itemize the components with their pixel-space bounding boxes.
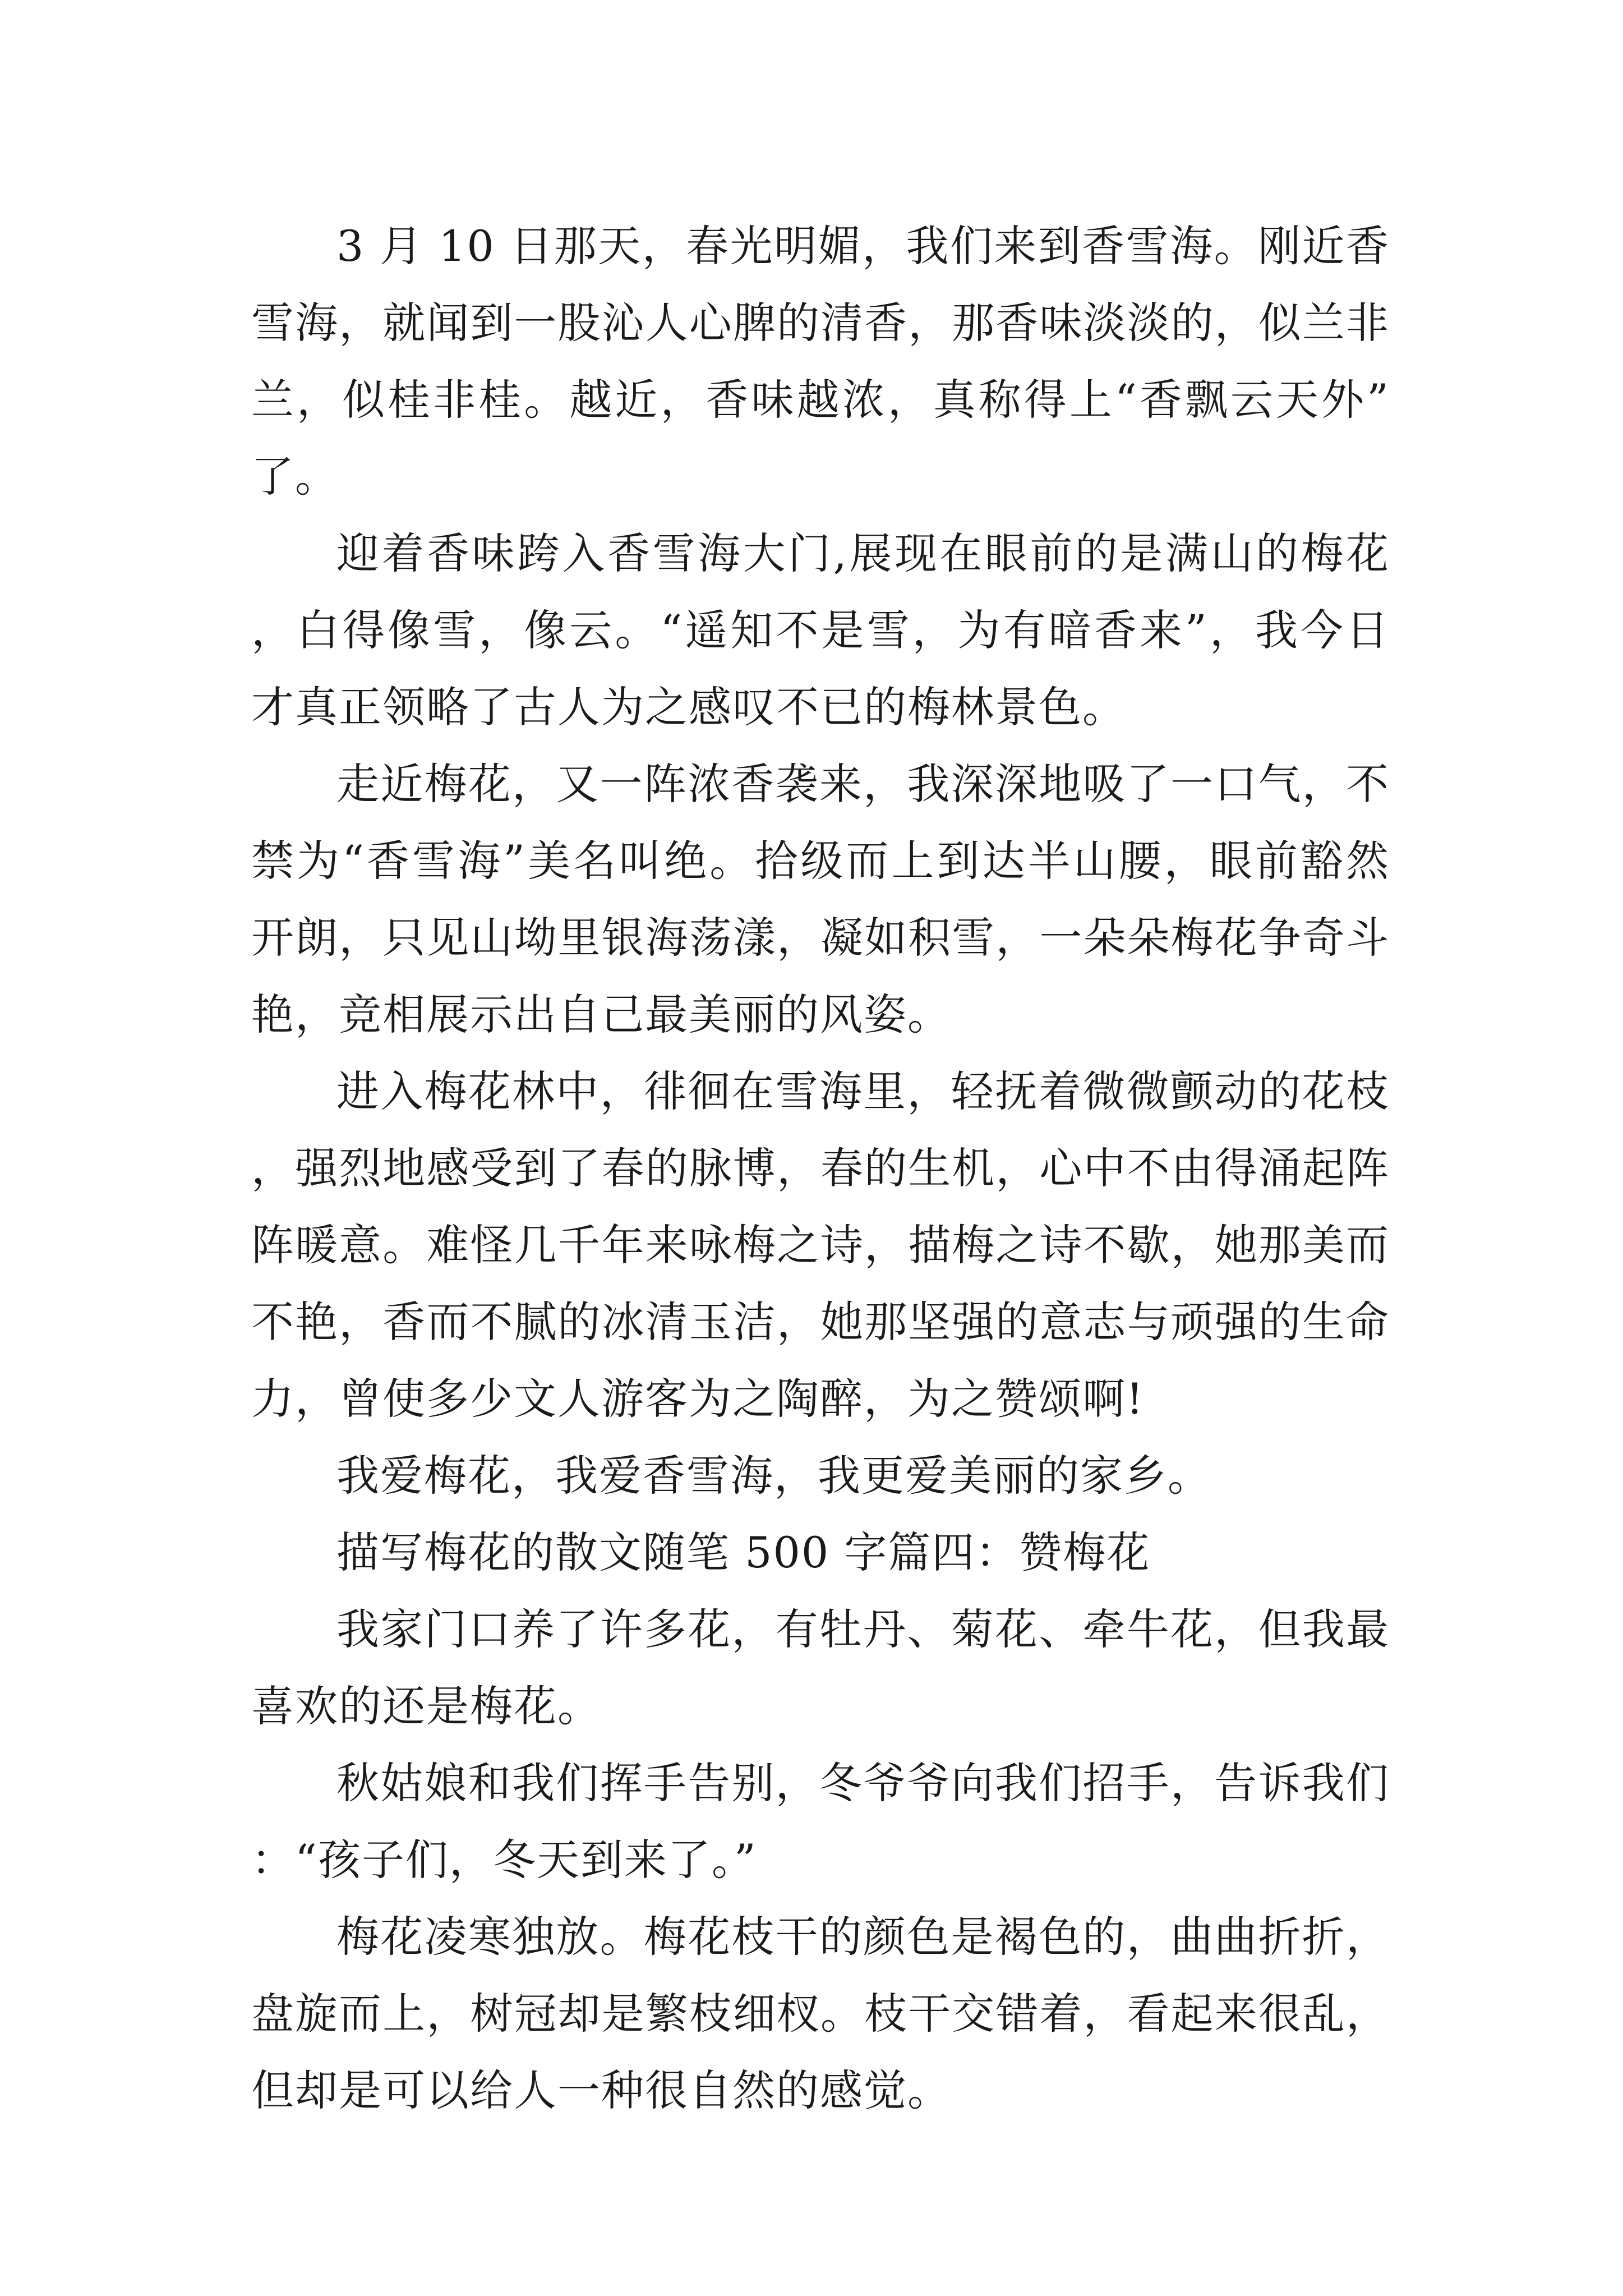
- paragraph: 迎着香味跨入香雪海大门,展现在眼前的是满山的梅花，白得像雪，像云。“遥知不是雪，为有暗香来”，我今日才真正领略了古人为之感叹不已的梅林景色。: [251, 528, 1390, 732]
- paragraph: 秋姑娘和我们挥手告别，冬爷爷向我们招手，告诉我们：“孩子们，冬天到来了。”: [251, 1758, 1390, 1885]
- document-body: [251, 208, 1390, 2129]
- paragraph: 梅花凌寒独放。梅花枝干的颜色是褐色的，曲曲折折，盘旋而上，树冠却是繁枝细杈。枝干交错着，看起来很乱，但却是可以给人一种很自然的感觉。: [251, 1912, 1390, 2115]
- paragraph: 我爱梅花，我爱香雪海，我更爱美丽的家乡。: [336, 1451, 1211, 1501]
- paragraph: 3 月 10 日那天，春光明媚，我们来到香雪海。刚近香雪海，就闻到一股沁人心脾的清香，那香味淡淡的，似兰非兰，似桂非桂。越近，香味越浓，真称得上“香飘云天外”了。: [251, 221, 1390, 501]
- paragraph: 我家门口养了许多花，有牡丹、菊花、牵牛花，但我最喜欢的还是梅花。: [251, 1604, 1390, 1731]
- paragraph: 进入梅花林中，徘徊在雪海里，轻抚着微微颤动的花枝，强烈地感受到了春的脉博，春的生机，心中不由得涌起阵阵暖意。难怪几千年来咏梅之诗，描梅之诗不歇，她那美而不艳，香而不腻的冰清玉洁，她那坚强的意志与顽强的生命力，曾使多少文人游客为之陶醉，为之赞颂啊!: [251, 1066, 1390, 1424]
- section-heading: 描写梅花的散文随笔 500 字篇四：赞梅花: [336, 1527, 1151, 1577]
- paragraph: 走近梅花，又一阵浓香袭来，我深深地吸了一口气，不禁为“香雪海”美名叫绝。拾级而上到达半山腰，眼前豁然开朗，只见山坳里银海荡漾，凝如积雪，一朵朵梅花争奇斗艳，竞相展示出自己最美丽的风姿。: [251, 759, 1390, 1039]
